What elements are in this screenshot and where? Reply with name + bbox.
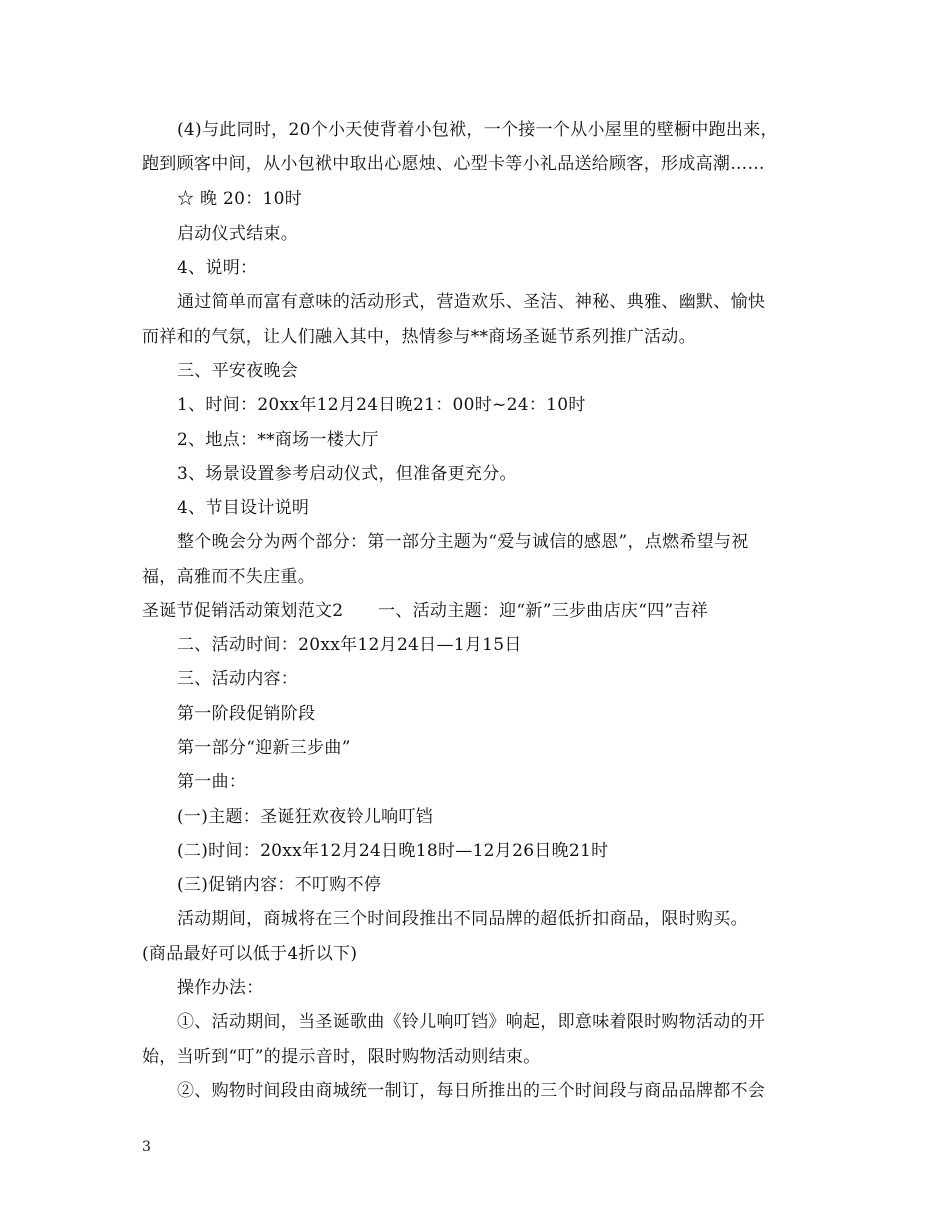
body-text-line: 4、节目设计说明 — [177, 498, 310, 518]
body-text-line: 活动期间，商城将在三个时间段推出不同品牌的超低折扣商品，限时购买。 — [177, 909, 748, 929]
body-text-line: ☆ 晚 20：10时 — [177, 189, 303, 209]
body-text-line: 第一曲： — [177, 772, 247, 792]
body-text-line: 3、场景设置参考启动仪式，但准备更充分。 — [177, 464, 517, 484]
body-text-line: (一)主题：圣诞狂欢夜铃儿响叮铛 — [177, 807, 434, 827]
body-text-line: 福，高雅而不失庄重。 — [142, 567, 315, 587]
body-text-line: (三)促销内容：不叮购不停 — [177, 875, 382, 895]
body-text-line: 而祥和的气氛，让人们融入其中，热情参与**商场圣诞节系列推广活动。 — [142, 327, 696, 347]
body-text-line: 二、活动时间：20xx年12月24日—1月15日 — [177, 635, 522, 655]
body-text-line: 始，当听到“叮”的提示音时，限时购物活动则结束。 — [142, 1047, 541, 1067]
body-text-line: (二)时间：20xx年12月24日晚18时—12月26日晚21时 — [177, 841, 609, 861]
body-text-line: ②、购物时间段由商城统一制订，每日所推出的三个时间段与商品品牌都不会 — [177, 1081, 766, 1101]
page-number: 3 — [142, 1139, 151, 1155]
body-text-line: (4)与此同时，20个小天使背着小包袱，一个接一个从小屋里的壁橱中跑出来， — [177, 120, 778, 140]
body-text-line: 第一阶段促销阶段 — [177, 704, 316, 724]
body-text-line: 2、地点：**商场一楼大厅 — [177, 430, 379, 450]
body-text-line: 跑到顾客中间，从小包袱中取出心愿烛、心型卡等小礼品送给顾客，形成高潮…… — [142, 154, 765, 174]
body-text-line: 操作办法： — [177, 978, 264, 998]
body-text-line: 三、活动内容： — [177, 669, 299, 689]
body-text-line: ①、活动期间，当圣诞歌曲《铃儿响叮铛》响起，即意味着限时购物活动的开 — [177, 1012, 766, 1032]
body-text-line: (商品最好可以低于4折以下) — [142, 944, 358, 964]
body-text-line: 1、时间：20xx年12月24日晚21：00时~24：10时 — [177, 395, 586, 415]
section-heading: 三、平安夜晚会 — [177, 361, 299, 381]
body-text-line: 第一部分“迎新三步曲” — [177, 738, 351, 758]
body-text-line: 通过简单而富有意味的活动形式，营造欢乐、圣洁、神秘、典雅、幽默、愉快 — [177, 292, 766, 312]
document-title-line: 圣诞节促销活动策划范文2 一、活动主题：迎“新”三步曲店庆“四”吉祥 — [142, 601, 709, 621]
body-text-line: 启动仪式结束。 — [177, 224, 299, 244]
body-text-line: 整个晚会分为两个部分：第一部分主题为“爱与诚信的感恩”，点燃希望与祝 — [177, 532, 749, 552]
body-text-line: 4、说明： — [177, 258, 258, 278]
